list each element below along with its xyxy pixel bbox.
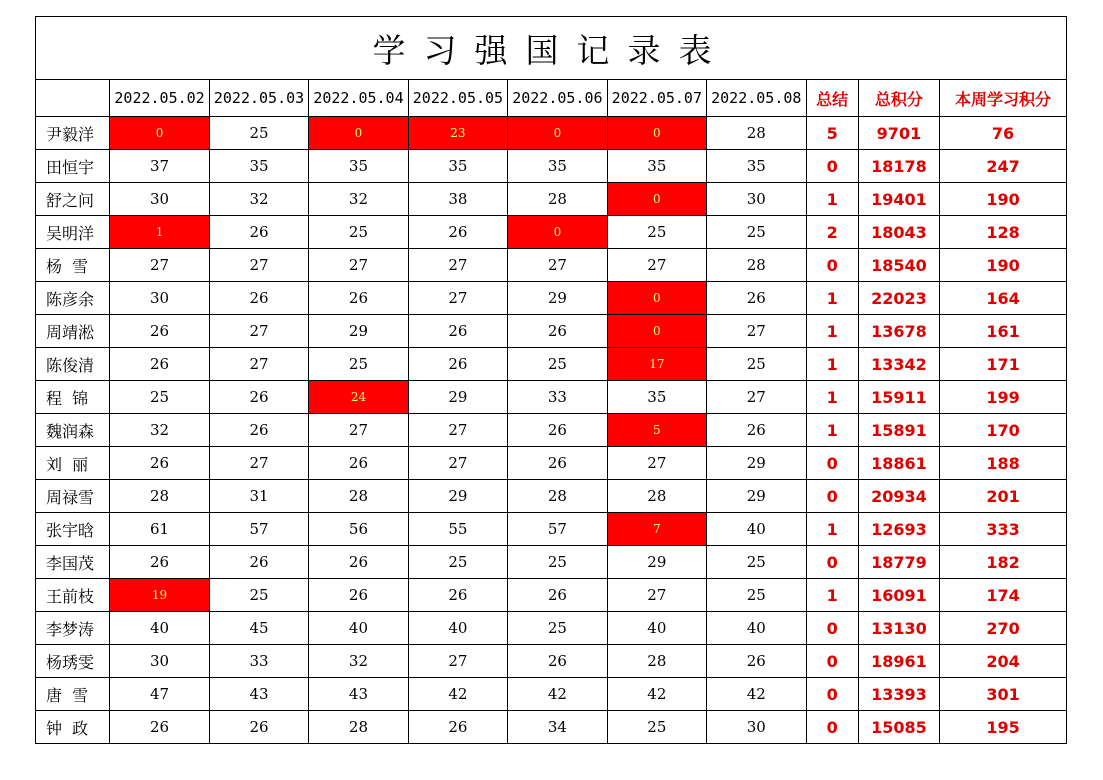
summary-cell: 1 — [806, 315, 858, 348]
daily-score-cell: 26 — [508, 315, 607, 348]
table-row — [36, 579, 1067, 612]
daily-score-cell-flagged: 0 — [508, 216, 607, 249]
daily-score-cell-flagged: 5 — [607, 414, 706, 447]
daily-score-cell: 29 — [607, 546, 706, 579]
daily-score-cell: 47 — [110, 678, 209, 711]
daily-score-cell-flagged: 0 — [508, 117, 607, 150]
daily-score-cell: 27 — [408, 645, 507, 678]
table-row — [36, 315, 1067, 348]
daily-score-cell: 26 — [209, 711, 308, 744]
daily-score-cell: 27 — [209, 348, 308, 381]
daily-score-cell: 25 — [110, 381, 209, 414]
daily-score-cell: 26 — [309, 282, 408, 315]
date-header: 2022.05.04 — [309, 80, 408, 117]
daily-score-cell: 26 — [110, 711, 209, 744]
summary-header: 总结 — [806, 80, 858, 117]
daily-score-cell: 25 — [508, 348, 607, 381]
daily-score-cell: 25 — [607, 216, 706, 249]
daily-score-cell: 26 — [209, 216, 308, 249]
summary-cell: 0 — [806, 612, 858, 645]
daily-score-cell-flagged: 7 — [607, 513, 706, 546]
total-score-cell: 18043 — [858, 216, 939, 249]
student-name: 钟 政 — [36, 711, 110, 744]
daily-score-cell: 25 — [707, 546, 806, 579]
daily-score-cell-flagged: 0 — [309, 117, 408, 150]
table-row — [36, 117, 1067, 150]
student-name: 杨 雪 — [36, 249, 110, 282]
daily-score-cell-flagged: 23 — [408, 117, 507, 150]
daily-score-cell: 29 — [508, 282, 607, 315]
daily-score-cell: 26 — [408, 216, 507, 249]
student-name: 周靖淞 — [36, 315, 110, 348]
daily-score-cell: 26 — [508, 645, 607, 678]
date-header: 2022.05.06 — [508, 80, 607, 117]
table-row — [36, 249, 1067, 282]
total-score-cell: 22023 — [858, 282, 939, 315]
daily-score-cell: 57 — [209, 513, 308, 546]
student-name: 魏润森 — [36, 414, 110, 447]
daily-score-cell: 29 — [707, 447, 806, 480]
total-score-cell: 9701 — [858, 117, 939, 150]
daily-score-cell: 33 — [508, 381, 607, 414]
daily-score-cell: 43 — [209, 678, 308, 711]
daily-score-cell: 35 — [707, 150, 806, 183]
summary-cell: 0 — [806, 480, 858, 513]
summary-cell: 1 — [806, 414, 858, 447]
week-score-cell: 333 — [940, 513, 1067, 546]
daily-score-cell: 27 — [607, 447, 706, 480]
daily-score-cell: 26 — [408, 711, 507, 744]
summary-cell: 0 — [806, 645, 858, 678]
total-score-cell: 18861 — [858, 447, 939, 480]
daily-score-cell: 42 — [408, 678, 507, 711]
daily-score-cell: 28 — [508, 480, 607, 513]
daily-score-cell: 27 — [408, 414, 507, 447]
total-score-cell: 20934 — [858, 480, 939, 513]
daily-score-cell: 40 — [110, 612, 209, 645]
daily-score-cell: 42 — [607, 678, 706, 711]
daily-score-cell: 27 — [309, 414, 408, 447]
week-score-cell: 182 — [940, 546, 1067, 579]
daily-score-cell: 25 — [408, 546, 507, 579]
daily-score-cell-flagged: 0 — [607, 117, 706, 150]
total-score-cell: 19401 — [858, 183, 939, 216]
table-row — [36, 216, 1067, 249]
daily-score-cell: 55 — [408, 513, 507, 546]
daily-score-cell: 26 — [309, 579, 408, 612]
total-score-cell: 15911 — [858, 381, 939, 414]
student-name: 程 锦 — [36, 381, 110, 414]
table-row — [36, 612, 1067, 645]
total-score-cell: 15085 — [858, 711, 939, 744]
daily-score-cell: 26 — [110, 546, 209, 579]
daily-score-cell: 28 — [707, 117, 806, 150]
week-score-cell: 190 — [940, 183, 1067, 216]
daily-score-cell: 27 — [607, 579, 706, 612]
daily-score-cell: 25 — [309, 216, 408, 249]
student-name: 杨琇雯 — [36, 645, 110, 678]
corner-cell — [36, 80, 110, 117]
table-row — [36, 150, 1067, 183]
daily-score-cell: 42 — [508, 678, 607, 711]
daily-score-cell: 35 — [209, 150, 308, 183]
daily-score-cell: 27 — [309, 249, 408, 282]
daily-score-cell: 29 — [707, 480, 806, 513]
daily-score-cell: 25 — [508, 612, 607, 645]
summary-cell: 0 — [806, 447, 858, 480]
total-score-cell: 18540 — [858, 249, 939, 282]
daily-score-cell: 26 — [707, 645, 806, 678]
date-header: 2022.05.07 — [607, 80, 706, 117]
summary-cell: 1 — [806, 348, 858, 381]
daily-score-cell: 26 — [309, 546, 408, 579]
daily-score-cell: 30 — [110, 645, 209, 678]
daily-score-cell: 26 — [707, 414, 806, 447]
summary-cell: 1 — [806, 282, 858, 315]
table-row — [36, 348, 1067, 381]
daily-score-cell: 26 — [110, 348, 209, 381]
daily-score-cell: 30 — [707, 183, 806, 216]
daily-score-cell: 30 — [110, 183, 209, 216]
total-score-cell: 18779 — [858, 546, 939, 579]
total-score-cell: 13393 — [858, 678, 939, 711]
table-row — [36, 645, 1067, 678]
daily-score-cell-flagged: 1 — [110, 216, 209, 249]
week-score-cell: 161 — [940, 315, 1067, 348]
daily-score-cell: 42 — [707, 678, 806, 711]
daily-score-cell: 27 — [209, 249, 308, 282]
daily-score-cell: 25 — [209, 117, 308, 150]
daily-score-cell: 35 — [408, 150, 507, 183]
summary-cell: 1 — [806, 513, 858, 546]
daily-score-cell: 25 — [607, 711, 706, 744]
table-row — [36, 447, 1067, 480]
daily-score-cell: 26 — [110, 315, 209, 348]
daily-score-cell-flagged: 0 — [110, 117, 209, 150]
daily-score-cell: 25 — [209, 579, 308, 612]
table-row — [36, 513, 1067, 546]
daily-score-cell-flagged: 0 — [607, 315, 706, 348]
daily-score-cell: 28 — [309, 480, 408, 513]
daily-score-cell: 27 — [110, 249, 209, 282]
week-score-cell: 164 — [940, 282, 1067, 315]
daily-score-cell: 26 — [408, 579, 507, 612]
summary-cell: 2 — [806, 216, 858, 249]
daily-score-cell: 25 — [508, 546, 607, 579]
total-score-cell: 12693 — [858, 513, 939, 546]
student-name: 张宇晗 — [36, 513, 110, 546]
daily-score-cell: 29 — [408, 480, 507, 513]
daily-score-cell: 27 — [707, 315, 806, 348]
student-name: 舒之问 — [36, 183, 110, 216]
daily-score-cell: 43 — [309, 678, 408, 711]
daily-score-cell: 40 — [607, 612, 706, 645]
date-header: 2022.05.03 — [209, 80, 308, 117]
daily-score-cell: 28 — [607, 645, 706, 678]
daily-score-cell: 27 — [209, 447, 308, 480]
student-name: 陈彦余 — [36, 282, 110, 315]
daily-score-cell: 27 — [408, 447, 507, 480]
date-header: 2022.05.08 — [707, 80, 806, 117]
student-name: 尹毅洋 — [36, 117, 110, 150]
student-name: 陈俊清 — [36, 348, 110, 381]
daily-score-cell: 28 — [707, 249, 806, 282]
total-score-cell: 13678 — [858, 315, 939, 348]
daily-score-cell: 30 — [707, 711, 806, 744]
daily-score-cell: 29 — [408, 381, 507, 414]
daily-score-cell: 29 — [309, 315, 408, 348]
daily-score-cell: 27 — [707, 381, 806, 414]
daily-score-cell: 25 — [707, 348, 806, 381]
student-name: 吴明洋 — [36, 216, 110, 249]
daily-score-cell: 32 — [209, 183, 308, 216]
daily-score-cell: 40 — [707, 612, 806, 645]
week-score-cell: 301 — [940, 678, 1067, 711]
daily-score-cell: 37 — [110, 150, 209, 183]
daily-score-cell: 57 — [508, 513, 607, 546]
daily-score-cell: 26 — [309, 447, 408, 480]
week-score-cell: 201 — [940, 480, 1067, 513]
daily-score-cell: 26 — [110, 447, 209, 480]
total-score-cell: 18961 — [858, 645, 939, 678]
week-score-cell: 171 — [940, 348, 1067, 381]
daily-score-cell-flagged: 19 — [110, 579, 209, 612]
daily-score-cell-flagged: 0 — [607, 183, 706, 216]
week-score-cell: 76 — [940, 117, 1067, 150]
daily-score-cell: 26 — [209, 546, 308, 579]
daily-score-cell: 35 — [508, 150, 607, 183]
record-table — [35, 16, 1067, 744]
week-score-cell: 199 — [940, 381, 1067, 414]
daily-score-cell-flagged: 17 — [607, 348, 706, 381]
week-score-cell: 174 — [940, 579, 1067, 612]
summary-cell: 5 — [806, 117, 858, 150]
summary-cell: 1 — [806, 381, 858, 414]
summary-cell: 0 — [806, 249, 858, 282]
daily-score-cell: 27 — [508, 249, 607, 282]
daily-score-cell: 40 — [408, 612, 507, 645]
daily-score-cell: 26 — [707, 282, 806, 315]
daily-score-cell: 40 — [707, 513, 806, 546]
student-name: 李梦涛 — [36, 612, 110, 645]
week-score-cell: 188 — [940, 447, 1067, 480]
daily-score-cell: 26 — [209, 381, 308, 414]
week-score-cell: 247 — [940, 150, 1067, 183]
daily-score-cell: 25 — [707, 216, 806, 249]
week-score-cell: 195 — [940, 711, 1067, 744]
daily-score-cell: 32 — [309, 645, 408, 678]
total-score-cell: 15891 — [858, 414, 939, 447]
daily-score-cell: 26 — [508, 414, 607, 447]
daily-score-cell: 26 — [209, 282, 308, 315]
total-score-cell: 13130 — [858, 612, 939, 645]
page-title: 学习强国记录表 — [36, 17, 1067, 80]
summary-cell: 1 — [806, 579, 858, 612]
total-header: 总积分 — [858, 80, 939, 117]
daily-score-cell: 26 — [508, 447, 607, 480]
table-row — [36, 678, 1067, 711]
summary-cell: 0 — [806, 150, 858, 183]
daily-score-cell: 34 — [508, 711, 607, 744]
week-score-cell: 170 — [940, 414, 1067, 447]
date-header: 2022.05.05 — [408, 80, 507, 117]
daily-score-cell: 28 — [508, 183, 607, 216]
student-name: 周禄雪 — [36, 480, 110, 513]
daily-score-cell: 27 — [408, 249, 507, 282]
daily-score-cell: 26 — [209, 414, 308, 447]
week-score-cell: 190 — [940, 249, 1067, 282]
daily-score-cell: 32 — [110, 414, 209, 447]
daily-score-cell: 28 — [110, 480, 209, 513]
summary-cell: 1 — [806, 183, 858, 216]
table-row — [36, 381, 1067, 414]
total-score-cell: 13342 — [858, 348, 939, 381]
daily-score-cell: 28 — [607, 480, 706, 513]
daily-score-cell: 61 — [110, 513, 209, 546]
daily-score-cell: 27 — [607, 249, 706, 282]
daily-score-cell: 33 — [209, 645, 308, 678]
daily-score-cell-flagged: 24 — [309, 381, 408, 414]
daily-score-cell-flagged: 0 — [607, 282, 706, 315]
daily-score-cell: 35 — [309, 150, 408, 183]
daily-score-cell: 40 — [309, 612, 408, 645]
daily-score-cell: 25 — [309, 348, 408, 381]
student-name: 刘 丽 — [36, 447, 110, 480]
header-row — [36, 80, 1067, 117]
table-row — [36, 711, 1067, 744]
daily-score-cell: 26 — [508, 579, 607, 612]
daily-score-cell: 56 — [309, 513, 408, 546]
date-header: 2022.05.02 — [110, 80, 209, 117]
week-score-cell: 204 — [940, 645, 1067, 678]
student-name: 田恒宇 — [36, 150, 110, 183]
week-score-cell: 270 — [940, 612, 1067, 645]
table-row — [36, 282, 1067, 315]
table-row — [36, 183, 1067, 216]
daily-score-cell: 28 — [309, 711, 408, 744]
daily-score-cell: 32 — [309, 183, 408, 216]
total-score-cell: 16091 — [858, 579, 939, 612]
daily-score-cell: 35 — [607, 150, 706, 183]
daily-score-cell: 26 — [408, 348, 507, 381]
student-name: 李国茂 — [36, 546, 110, 579]
daily-score-cell: 38 — [408, 183, 507, 216]
table-row — [36, 414, 1067, 447]
summary-cell: 0 — [806, 711, 858, 744]
daily-score-cell: 27 — [408, 282, 507, 315]
week-score-cell: 128 — [940, 216, 1067, 249]
student-name: 唐 雪 — [36, 678, 110, 711]
student-name: 王前枝 — [36, 579, 110, 612]
summary-cell: 0 — [806, 678, 858, 711]
table-row — [36, 480, 1067, 513]
total-score-cell: 18178 — [858, 150, 939, 183]
daily-score-cell: 35 — [607, 381, 706, 414]
week-header: 本周学习积分 — [940, 80, 1067, 117]
daily-score-cell: 45 — [209, 612, 308, 645]
daily-score-cell: 25 — [707, 579, 806, 612]
table-row — [36, 546, 1067, 579]
summary-cell: 0 — [806, 546, 858, 579]
daily-score-cell: 27 — [209, 315, 308, 348]
daily-score-cell: 26 — [408, 315, 507, 348]
daily-score-cell: 31 — [209, 480, 308, 513]
daily-score-cell: 30 — [110, 282, 209, 315]
